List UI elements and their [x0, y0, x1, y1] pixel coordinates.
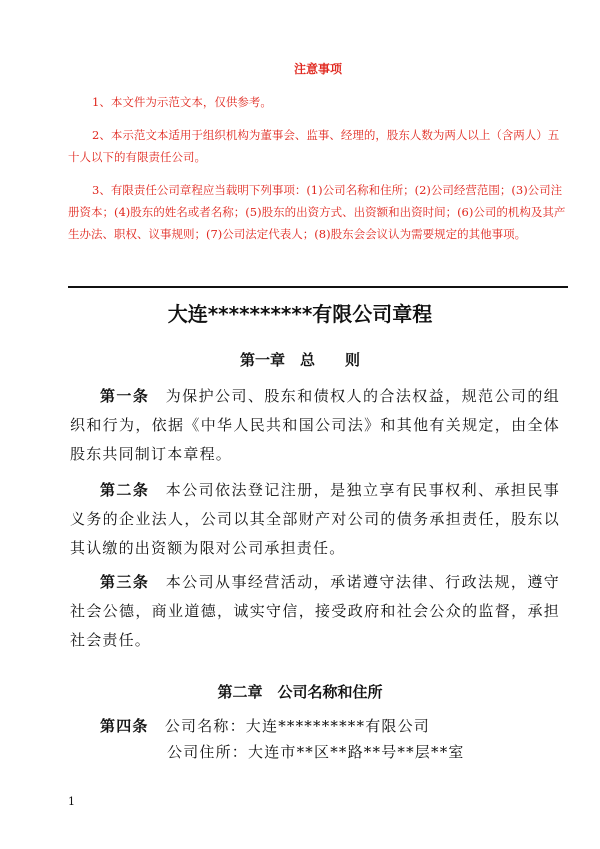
- article-1-label: 第一条: [100, 387, 150, 405]
- document-title: 大连**********有限公司章程: [167, 302, 433, 326]
- notice-section: [68, 60, 568, 256]
- page-number: 1: [68, 795, 75, 808]
- article-2-text: 本公司依法登记注册，是独立享有民事权利、承担民事义务的企业法人，公司以其全部财产对公司的债务承担责任，股东以其认缴的出资额为限对公司承担责任。: [70, 481, 560, 557]
- article-2: [70, 476, 560, 563]
- notice-title: 注意事项: [293, 62, 342, 76]
- article-2-label: 第二条: [100, 481, 150, 499]
- notice-item-2: 2、本示范文本适用于组织机构为董事会、监事、经理的，股东人数为两人以上（含两人）五十人以下的有限责任公司。: [68, 128, 560, 164]
- article-1-text: 为保护公司、股东和债权人的合法权益，规范公司的组织和行为，依据《中华人民共和国公司法》和其他有关规定，由全体股东共同制订本章程。: [70, 387, 560, 463]
- notice-item-3: 3、有限责任公司章程应当载明下列事项：(1)公司名称和住所；(2)公司经营范围；(3)公司注册资本；(4)股东的姓名或者名称；(5)股东的出资方式、出资额和出资时间；(6)公司的机构及其产生办法、职权、议事规则；(7)公司法定代表人；(8)股东会会议认为需要规定的其他事项。: [68, 183, 566, 241]
- article-3-label: 第三条: [100, 573, 150, 591]
- article-4-label: 第四条: [100, 717, 149, 735]
- article-3-text: 本公司从事经营活动，承诺遵守法律、行政法规，遵守社会公德，商业道德，诚实守信，接受政府和社会公众的监督，承担社会责任。: [70, 573, 560, 649]
- company-address: 公司住所：大连市**区**路**号**层**室: [167, 743, 465, 761]
- article-4-text: 公司名称：大连**********有限公司: [148, 717, 431, 735]
- chapter-1-heading: 第一章 总 则: [239, 351, 360, 369]
- article-1: [70, 382, 560, 469]
- article-4: [70, 712, 560, 741]
- chapter-2-heading: 第二章 公司名称和住所: [217, 683, 383, 701]
- article-3: [70, 568, 560, 655]
- section-divider: [68, 286, 568, 288]
- notice-item-1: 1、本文件为示范文本，仅供参考。: [92, 95, 272, 109]
